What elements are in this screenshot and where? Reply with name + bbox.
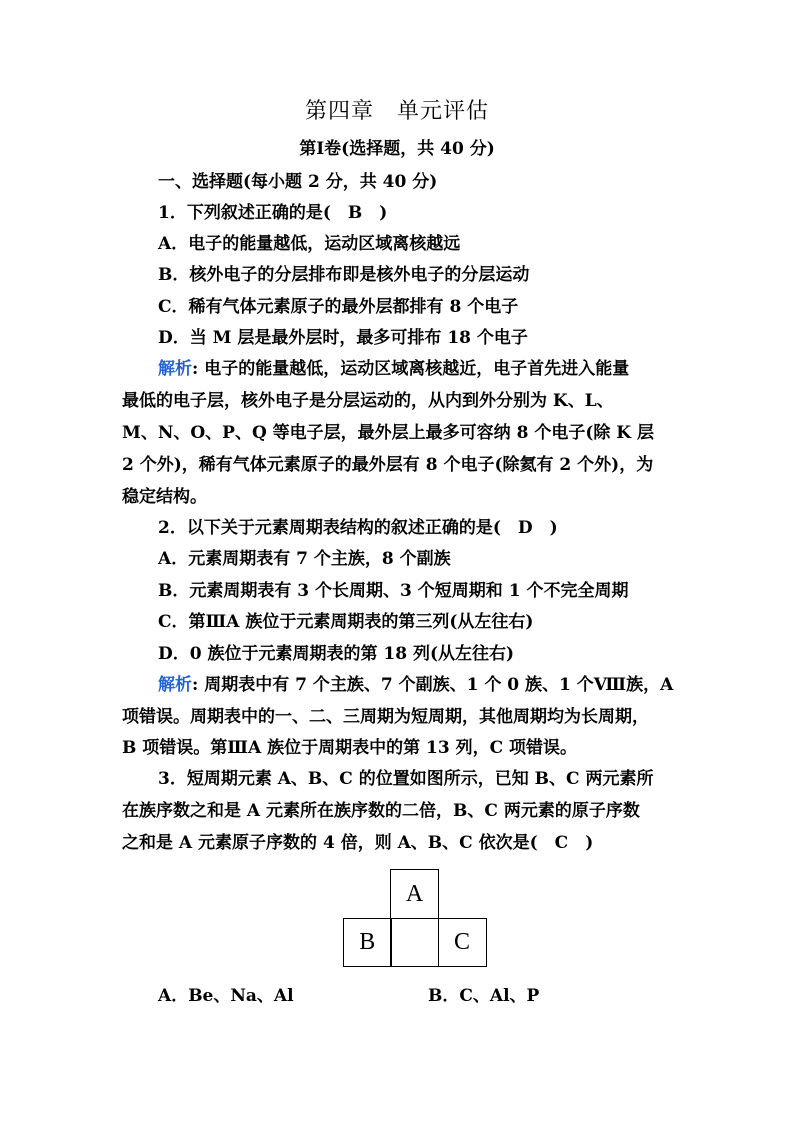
- q2-option-c: C．第ⅢA 族位于元素周期表的第三列(从左往右): [158, 612, 534, 632]
- q2-option-d: D．0 族位于元素周期表的第 18 列(从左往右): [158, 644, 515, 664]
- q1-option-d: D．当 M 层是最外层时，最多可排布 18 个电子: [158, 328, 528, 348]
- q1-explanation-line: 2 个外)，稀有气体元素原子的最外层有 8 个电子(除氦有 2 个外)，为: [122, 455, 654, 475]
- q3-option-b: B．C、Al、P: [428, 986, 540, 1006]
- q1-explanation-line: 最低的电子层，核外电子是分层运动的，从内到外分别为 K、L、: [122, 391, 614, 411]
- explanation-label: 解析: [158, 675, 192, 695]
- cell-empty: [390, 918, 439, 967]
- q1-explanation-line: [158, 358, 678, 380]
- cell-a: A: [390, 869, 439, 919]
- q1-option-b: B．核外电子的分层排布即是核外电子的分层运动: [158, 265, 530, 285]
- section-heading: 一、选择题(每小题 2 分，共 40 分): [158, 172, 438, 192]
- q3-stem: 3．短周期元素 A、B、C 的位置如图所示，已知 B、C 两元素所: [158, 769, 654, 789]
- cell-b: B: [343, 918, 392, 967]
- q1-option-c: C．稀有气体元素原子的最外层都排有 8 个电子: [158, 297, 519, 317]
- q1-explanation-line: 稳定结构。: [122, 487, 207, 507]
- q1-stem: 1．下列叙述正确的是( B ): [158, 203, 388, 223]
- q3-stem: 之和是 A 元素原子序数的 4 倍，则 A、B、C 依次是( C ): [122, 833, 594, 853]
- explanation-label: 解析: [158, 359, 192, 379]
- cell-c: C: [438, 918, 487, 967]
- q3-stem: 在族序数之和是 A 元素所在族序数的二倍，B、C 两元素的原子序数: [122, 801, 640, 821]
- page-title: 第四章 单元评估: [304, 99, 489, 124]
- q1-explanation-line: M、N、O、P、Q 等电子层，最外层上最多可容纳 8 个电子(除 K 层: [122, 423, 654, 443]
- q2-stem: 2．以下关于元素周期表结构的叙述正确的是( D ): [158, 518, 558, 538]
- page-subtitle: 第Ⅰ卷(选择题，共 40 分): [299, 139, 495, 159]
- q2-explanation-line: 项错误。周期表中的一、二、三周期为短周期，其他周期均为长周期，: [122, 707, 649, 727]
- explanation-text: : 电子的能量越低，运动区域离核越近，电子首先进入能量: [192, 359, 630, 379]
- q1-option-a: A．电子的能量越低，运动区域离核越远: [158, 234, 461, 254]
- q2-explanation-line: [158, 674, 678, 696]
- q2-option-a: A．元素周期表有 7 个主族，8 个副族: [158, 549, 451, 569]
- explanation-text: : 周期表中有 7 个主族、7 个副族、1 个 0 族、1 个Ⅷ族，A: [192, 675, 674, 695]
- q2-explanation-line: B 项错误。第ⅢA 族位于周期表中的第 13 列，C 项错误。: [122, 738, 578, 758]
- q3-option-a: A．Be、Na、Al: [158, 986, 294, 1006]
- q2-option-b: B．元素周期表有 3 个长周期、3 个短周期和 1 个不完全周期: [158, 581, 629, 601]
